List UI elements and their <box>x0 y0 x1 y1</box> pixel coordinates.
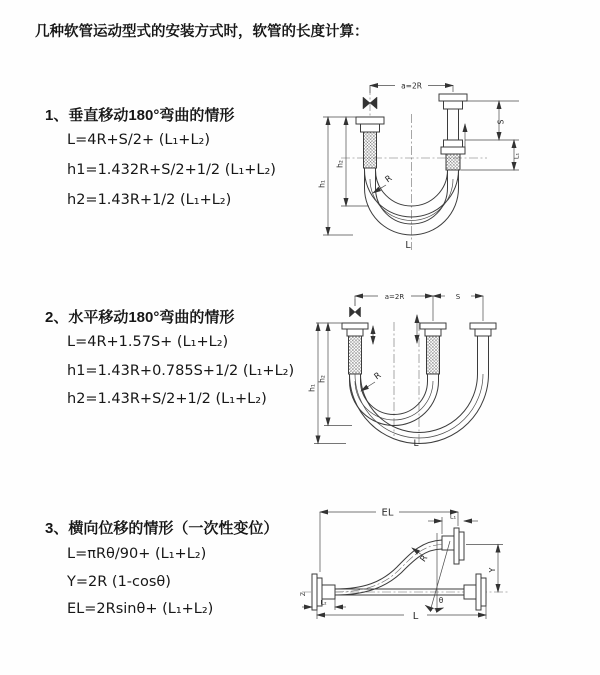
label-a-2r: a=2R <box>384 293 405 301</box>
label-s: S <box>455 293 461 301</box>
center-lines <box>341 86 487 250</box>
section-3-formula-3: EL=2Rsinθ+ (L₁+L₂) <box>67 601 214 617</box>
dimension-a-2r <box>370 82 453 94</box>
label-z: Z <box>300 591 307 597</box>
label-l1: L₁ <box>449 512 457 521</box>
dimension-l1 <box>428 513 478 535</box>
page-title: 几种软管运动型式的安装方式时，软管的长度计算： <box>35 24 369 40</box>
label-el: EL <box>381 507 394 519</box>
section-1-formula-1: L=4R+S/2+ (L₁+L₂) <box>67 132 210 148</box>
dimension-h1 <box>318 117 357 235</box>
left-pipe-fitting <box>356 117 384 188</box>
label-l: L <box>405 240 411 251</box>
label-l1: L₁ <box>512 152 521 160</box>
label-l2: L₂ <box>320 598 327 607</box>
radius-leader <box>361 371 383 391</box>
right-pipe-fitting <box>439 94 467 188</box>
section-2-formula-2: h1=1.43R+0.785S+1/2 (L₁+L₂) <box>67 363 295 379</box>
section-1-heading: 1、垂直移动180°弯曲的情形 <box>45 107 235 124</box>
label-r: R <box>372 370 384 383</box>
dimension-s <box>465 101 519 140</box>
dimension-l1 <box>461 140 521 170</box>
diagram-vertical-180-bend <box>313 72 590 264</box>
dimension-h2 <box>318 323 353 426</box>
label-h2: h₂ <box>335 160 345 168</box>
label-l: L <box>413 439 419 449</box>
label-h2: h₂ <box>317 375 327 383</box>
dimension-a-2r <box>355 293 483 321</box>
center-lines <box>355 299 419 444</box>
fitting-length-marks <box>373 315 417 344</box>
diagram-horizontal-180-bend <box>308 286 600 452</box>
section-1-formula-3: h2=1.43R+1/2 (L₁+L₂) <box>67 192 232 208</box>
section-1-formula-2: h1=1.432R+S/2+1/2 (L₁+L₂) <box>67 162 276 178</box>
label-a-2r: a=2R <box>401 81 422 91</box>
dimension-l2 <box>302 599 346 611</box>
diagram-lateral-displacement <box>298 503 600 635</box>
label-h1: h₁ <box>308 384 317 392</box>
section-3-formula-1: L=πRθ/90+ (L₁+L₂) <box>67 546 207 562</box>
left-pipe-fitting <box>342 323 368 381</box>
label-h1: h₁ <box>317 180 327 188</box>
section-3-formula-2: Y=2R (1-cosθ) <box>67 574 171 590</box>
section-3-heading: 3、横向位移的情形（一次性变位） <box>45 520 279 537</box>
label-l: L <box>412 611 419 622</box>
label-theta: θ <box>438 596 444 605</box>
dimension-s <box>433 293 483 301</box>
hose-s-curve <box>335 540 442 595</box>
label-y: Y <box>488 567 497 573</box>
valve-icon <box>350 307 361 317</box>
section-2-formula-3: h2=1.43R+S/2+1/2 (L₁+L₂) <box>67 391 267 407</box>
label-r: R <box>383 173 395 186</box>
label-r: R <box>418 553 431 565</box>
section-2-formula-1: L=4R+1.57S+ (L₁+L₂) <box>67 334 229 350</box>
section-2-heading: 2、水平移动180°弯曲的情形 <box>45 309 235 326</box>
right-pipe-fitting <box>470 323 496 374</box>
middle-pipe-fitting <box>420 323 446 381</box>
label-s: S <box>496 119 506 125</box>
